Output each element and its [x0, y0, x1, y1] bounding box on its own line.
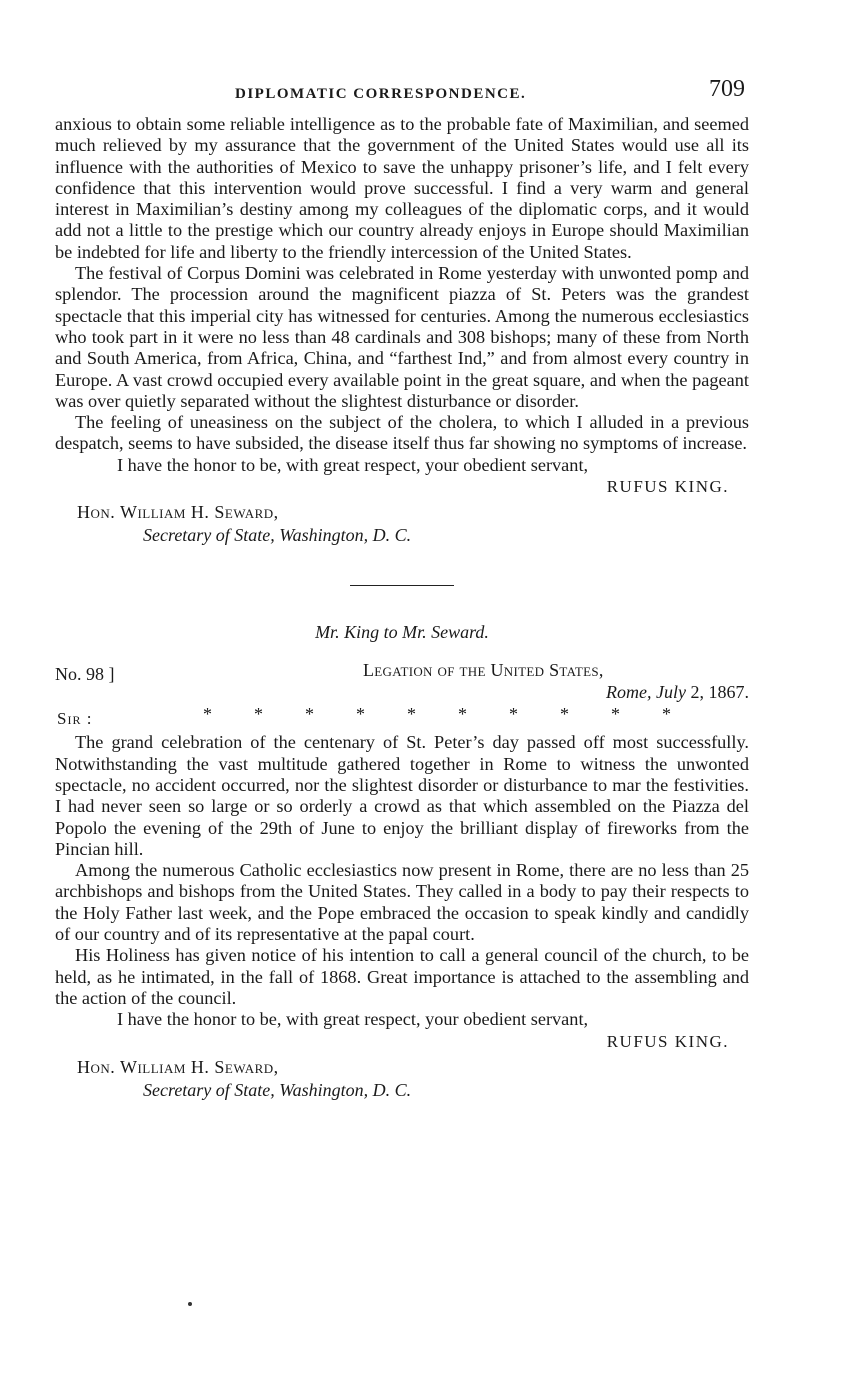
addressee-title: Secretary of State, Washington, D. C.: [143, 1079, 412, 1100]
body-paragraph: anxious to obtain some reliable intelligence as to the probable fate of Maximilian, and seemed much relieved by my assurance that the government of the United States would use all its influence with the authorities of Mexico to save the unhappy prisoner’s life, and I felt every confidence that this intervention would prove successful. I find a very warm and general interest in Maximilian’s destiny among my colleagues of the diplomatic corps, and it would add not a little to the prestige which our country already enjoys in Europe should Maximilian be indebted for life and liberty to the friendly intercession of the United States.: [55, 114, 749, 262]
signature: RUFUS KING.: [606, 477, 729, 497]
second-letter: [55, 622, 749, 1101]
addressee-name: Hon. William H. Seward,: [77, 502, 279, 523]
body-paragraph: The festival of Corpus Domini was celebrated in Rome yesterday with unwonted pomp and splendor. The procession around the magnificent piazza of St. Peters was the grandest spectacle that this imperial city has witnessed for centuries. Among the numerous ecclesiastics who took part in it were no less than 48 cardinals and 308 bishops; many of these from North and South America, from Africa, China, and “farthest Ind,” and from almost every country in Europe. A vast crowd occupied every available point in the great square, and when the pageant was over quietly separated without the slightest disturbance or disorder.: [55, 263, 749, 411]
addressee-name: Hon. William H. Seward,: [77, 1056, 279, 1077]
closing-line: I have the honor to be, with great respect, your obedient servant,: [117, 454, 589, 475]
addressee-title: Secretary of State, Washington, D. C.: [143, 525, 412, 546]
closing-line: I have the honor to be, with great respect, your obedient servant,: [117, 1009, 589, 1030]
letter-title: Mr. King to Mr. Seward.: [315, 622, 489, 643]
first-letter: [55, 114, 749, 547]
dateline-date: 2, 1867.: [686, 682, 749, 703]
body-paragraph: The grand celebration of the centenary of St. Peter’s day passed off most successfully. Notwithstanding the vast multitude gathered together in Rome to witness the unwonted spectacle, no accident occurred, nor the slightest disorder or disturbance to mar the festivities. I had never seen so large or so orderly a crowd as that which assembled on the Piazza del Popolo the evening of the 29th of June to enjoy the brilliant display of fireworks from the Pincian hill.: [55, 732, 749, 859]
running-head: DIPLOMATIC CORRESPONDENCE.: [235, 86, 527, 102]
document-page: [55, 70, 749, 1102]
salutation: Sir :: [57, 709, 93, 729]
body-paragraph: Among the numerous Catholic ecclesiastics now present in Rome, there are no less than 25 archbishops and bishops from the United States. They called in a body to pay their respects to the Holy Father last week, and the Pope embraced the occasion to speak kindly and candidly of our country and of its representative at the papal court.: [55, 860, 749, 945]
ink-speck: [188, 1302, 192, 1306]
letter-heading: [55, 660, 749, 706]
omission-marks: **********: [203, 704, 713, 725]
salutation-row: [55, 706, 749, 732]
legation-line: Legation of the United States,: [363, 660, 604, 681]
body-paragraph: His Holiness has given notice of his intention to call a general council of the church, to be held, as he intimated, in the fall of 1868. Great importance is attached to the assembling and the action of the council.: [55, 945, 749, 1008]
page-number: 709: [709, 76, 745, 102]
despatch-number: No. 98 ]: [55, 664, 115, 685]
dateline-place: Rome, July: [606, 682, 686, 703]
page-header: [55, 70, 749, 114]
signature: RUFUS KING.: [606, 1031, 729, 1051]
body-paragraph: The feeling of uneasiness on the subject of the cholera, to which I alluded in a previous despatch, seems to have subsided, the disease itself thus far showing no symptoms of increase.: [55, 412, 749, 454]
section-divider: [350, 585, 454, 586]
dateline: [606, 682, 749, 703]
